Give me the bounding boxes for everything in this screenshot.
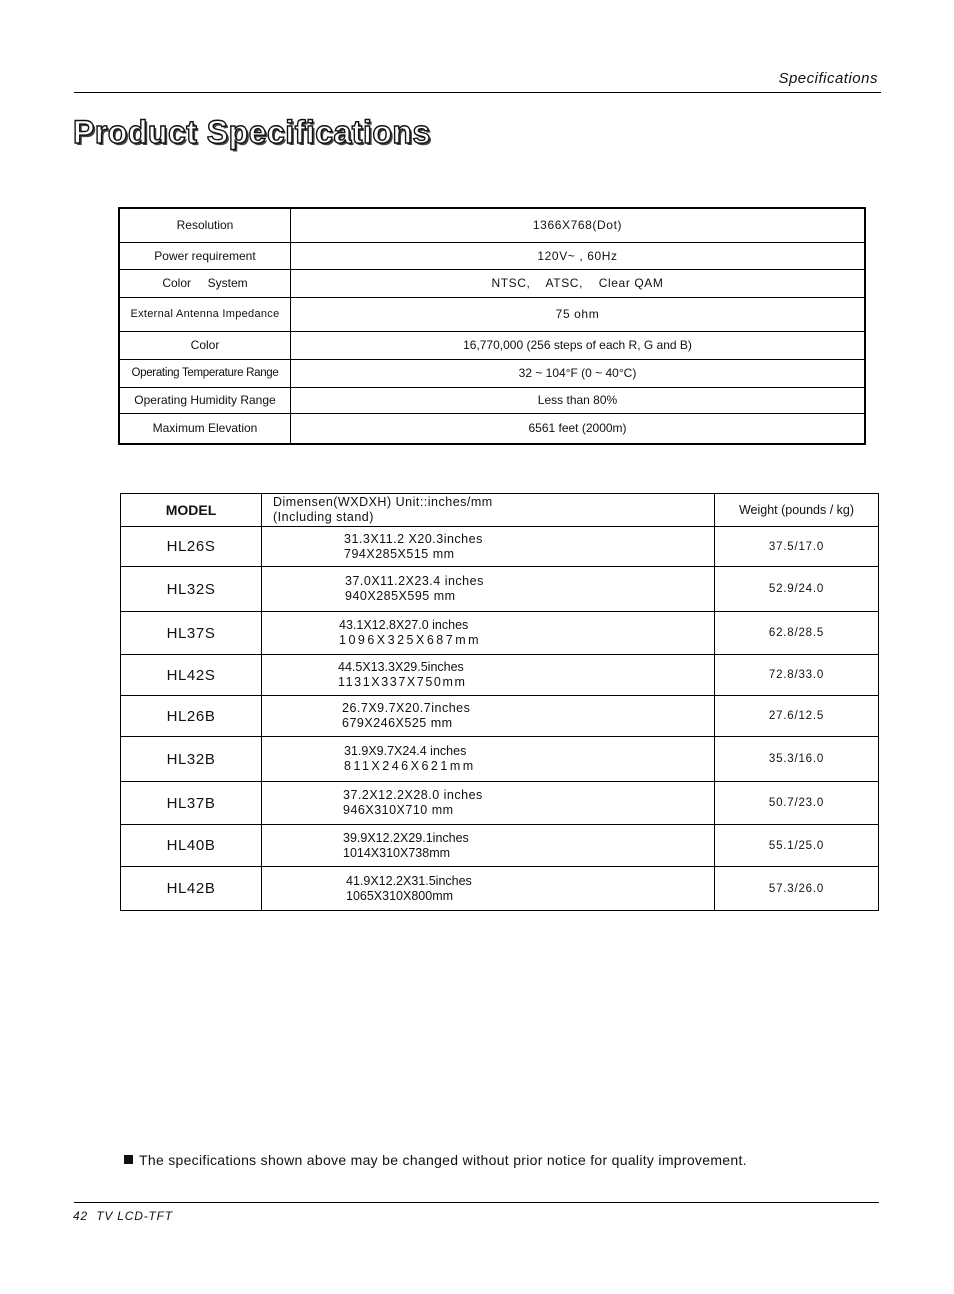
- page-footer: 42 TV LCD-TFT: [73, 1209, 173, 1223]
- dimension-mm: 1096X325X687mm: [339, 633, 482, 647]
- table-row: [121, 655, 879, 696]
- spec-value: 16,770,000 (256 steps of each R, G and B): [291, 331, 866, 359]
- spec-row-antenna: [119, 297, 865, 331]
- spec-label: Resolution: [119, 208, 291, 242]
- weight-cell: 27.6/12.5: [715, 696, 879, 737]
- model-table-header: [121, 494, 879, 527]
- model-cell: HL32B: [121, 737, 262, 782]
- model-cell: HL32S: [121, 567, 262, 612]
- spec-value: 32 ~ 104°F (0 ~ 40°C): [291, 359, 866, 387]
- weight-column-header: Weight (pounds / kg): [715, 494, 879, 527]
- weight-cell: 35.3/16.0: [715, 737, 879, 782]
- model-cell: HL37B: [121, 782, 262, 825]
- table-row: [121, 612, 879, 655]
- dimension-cell: [262, 782, 715, 825]
- dimension-inches: 26.7X9.7X20.7inches: [342, 701, 471, 715]
- table-row: [121, 527, 879, 567]
- dimension-cell: [262, 696, 715, 737]
- dimension-mm: 1131X337X750mm: [338, 675, 467, 689]
- dimension-inches: 31.9X9.7X24.4 inches: [344, 744, 467, 758]
- dimension-mm: 1065X310X800mm: [346, 888, 454, 903]
- spec-value: 6561 feet (2000m): [291, 413, 866, 444]
- dimension-inches: 31.3X11.2 X20.3inches: [344, 531, 483, 546]
- weight-cell: 52.9/24.0: [715, 567, 879, 612]
- weight-cell: 62.8/28.5: [715, 612, 879, 655]
- disclaimer-text: The specifications shown above may be changed without prior notice for quality improvement.: [139, 1152, 747, 1168]
- model-column-header: MODEL: [121, 494, 262, 527]
- model-cell: HL37S: [121, 612, 262, 655]
- header-divider: [74, 92, 881, 93]
- dimension-cell: [262, 825, 715, 867]
- dimension-cell: [262, 612, 715, 655]
- spec-label: Operating Humidity Range: [119, 387, 291, 413]
- dimension-mm: 679X246X525 mm: [342, 716, 453, 730]
- spec-label: Color System: [119, 269, 291, 297]
- dimension-mm: 1014X310X738mm: [343, 845, 451, 860]
- dimension-mm: 794X285X515 mm: [344, 546, 455, 561]
- spec-row-color-system: [119, 269, 865, 297]
- spec-value: 75 ohm: [291, 297, 866, 331]
- square-bullet-icon: [124, 1155, 133, 1164]
- dimension-cell: [262, 737, 715, 782]
- spec-value: NTSC, ATSC, Clear QAM: [291, 269, 866, 297]
- model-cell: HL26S: [121, 527, 262, 567]
- dimension-cell: [262, 567, 715, 612]
- spec-label: Power requirement: [119, 242, 291, 269]
- spec-label: Maximum Elevation: [119, 413, 291, 444]
- table-row: [121, 696, 879, 737]
- spec-label: Color: [119, 331, 291, 359]
- dimension-mm: 940X285X595 mm: [345, 589, 456, 603]
- model-cell: HL40B: [121, 825, 262, 867]
- section-header: Specifications: [778, 70, 878, 87]
- dimension-inches: 43.1X12.8X27.0 inches: [339, 618, 469, 632]
- dimension-header-line2: (Including stand): [273, 510, 374, 524]
- dimension-inches: 39.9X12.2X29.1inches: [343, 830, 469, 845]
- model-cell: HL42B: [121, 867, 262, 911]
- spec-row-color: [119, 331, 865, 359]
- dimension-cell: [262, 867, 715, 911]
- spec-row-humidity: [119, 387, 865, 413]
- dimension-inches: 44.5X13.3X29.5inches: [338, 660, 464, 674]
- dimension-mm: 811X246X621mm: [344, 759, 476, 773]
- table-row: [121, 782, 879, 825]
- spec-table: [118, 207, 866, 445]
- dimension-inches: 37.2X12.2X28.0 inches: [343, 788, 483, 802]
- spec-row-elevation: [119, 413, 865, 444]
- model-cell: HL42S: [121, 655, 262, 696]
- spec-value: Less than 80%: [291, 387, 866, 413]
- dimension-mm: 946X310X710 mm: [343, 803, 454, 817]
- dimension-cell: [262, 655, 715, 696]
- dimension-column-header: [262, 494, 715, 527]
- dimension-inches: 41.9X12.2X31.5inches: [346, 873, 472, 888]
- weight-cell: 55.1/25.0: [715, 825, 879, 867]
- spec-row-power: [119, 242, 865, 269]
- spec-label: Operating Temperature Range: [119, 359, 291, 387]
- weight-cell: 37.5/17.0: [715, 527, 879, 567]
- disclaimer-note: [124, 1152, 747, 1168]
- dimension-inches: 37.0X11.2X23.4 inches: [345, 574, 484, 588]
- model-dimensions-table: [120, 493, 879, 911]
- dimension-header-line1: Dimensen(WXDXH) Unit::inches/mm: [273, 495, 493, 509]
- weight-cell: 57.3/26.0: [715, 867, 879, 911]
- table-row: [121, 567, 879, 612]
- spec-value: 1366X768(Dot): [291, 208, 866, 242]
- dimension-cell: [262, 527, 715, 567]
- table-row: [121, 867, 879, 911]
- table-row: [121, 825, 879, 867]
- spec-label: External Antenna Impedance: [119, 297, 291, 331]
- table-row: [121, 737, 879, 782]
- spec-value: 120V~ , 60Hz: [291, 242, 866, 269]
- weight-cell: 72.8/33.0: [715, 655, 879, 696]
- spec-row-temperature: [119, 359, 865, 387]
- weight-cell: 50.7/23.0: [715, 782, 879, 825]
- model-cell: HL26B: [121, 696, 262, 737]
- page-title: Product Specifications: [73, 114, 431, 150]
- footer-divider: [74, 1202, 879, 1203]
- spec-row-resolution: [119, 208, 865, 242]
